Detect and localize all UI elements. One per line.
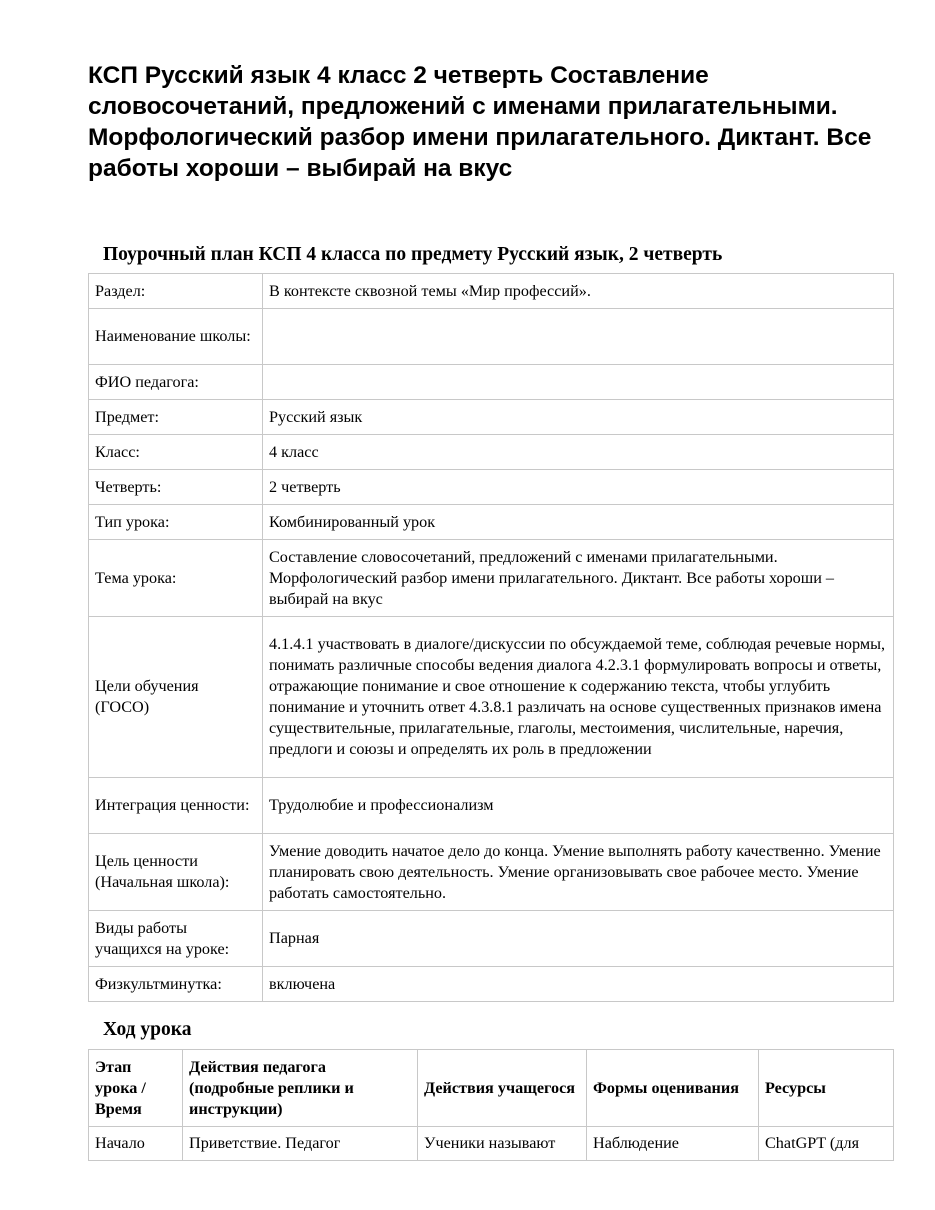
table-row	[89, 834, 894, 911]
table-row	[89, 400, 894, 435]
row-label-teacher: ФИО педагога:	[89, 365, 263, 400]
row-label-exercise-break: Физкультминутка:	[89, 967, 263, 1002]
row-value-learning-goals: 4.1.4.1 участвовать в диалоге/дискуссии по обсуждаемой теме, соблюдая речевые нормы, понимать различные способы ведения диалога 4.2.3.1 формулировать вопросы и ответы, отражающие понимание и свое отношение к содержанию текста, чтобы углубить понимание и уточнить ответ 4.3.8.1 различать на основе существенных признаков имена существительные, прилагательные, глаголы, местоимения, числительные, наречия, предлоги и союзы и определять их роль в предложении	[263, 617, 894, 778]
row-label-grade: Класс:	[89, 435, 263, 470]
cell-resources: ChatGPT (для	[759, 1127, 894, 1161]
table-row	[89, 435, 894, 470]
row-value-teacher	[263, 365, 894, 400]
row-label-section: Раздел:	[89, 274, 263, 309]
column-header-teacher-actions: Действия педагога (подробные реплики и инструкции)	[183, 1050, 418, 1127]
course-heading: Ход урока	[103, 1019, 192, 1040]
lesson-info-table	[88, 273, 894, 1002]
column-header-assessment: Формы оценивания	[587, 1050, 759, 1127]
column-header-stage: Этап урока / Время	[89, 1050, 183, 1127]
row-label-school: Наименование школы:	[89, 309, 263, 365]
lesson-course-table	[88, 1049, 894, 1161]
table-row	[89, 617, 894, 778]
table-row	[89, 967, 894, 1002]
page-title: КСП Русский язык 4 класс 2 четверть Составление словосочетаний, предложений с именами прилагательными. Морфологический разбор имени прилагательного. Диктант. Все работы хороши – выбирай на вкус	[88, 62, 872, 182]
row-label-value-goal: Цель ценности (Начальная школа):	[89, 834, 263, 911]
table-row	[89, 778, 894, 834]
row-label-lesson-type: Тип урока:	[89, 505, 263, 540]
table-row	[89, 365, 894, 400]
row-value-quarter: 2 четверть	[263, 470, 894, 505]
cell-teacher-actions: Приветствие. Педагог	[183, 1127, 418, 1161]
table-row	[89, 309, 894, 365]
row-label-lesson-topic: Тема урока:	[89, 540, 263, 617]
row-value-section: В контексте сквозной темы «Мир профессий».	[263, 274, 894, 309]
table-row	[89, 1127, 894, 1161]
row-value-exercise-break: включена	[263, 967, 894, 1002]
row-value-lesson-topic: Составление словосочетаний, предложений с именами прилагательными. Морфологический разбор имени прилагательного. Диктант. Все работы хороши – выбирай на вкус	[263, 540, 894, 617]
table-row	[89, 505, 894, 540]
table-row	[89, 470, 894, 505]
table-row	[89, 274, 894, 309]
row-label-quarter: Четверть:	[89, 470, 263, 505]
plan-heading: Поурочный план КСП 4 класса по предмету Русский язык, 2 четверть	[103, 244, 723, 265]
row-value-lesson-type: Комбинированный урок	[263, 505, 894, 540]
table-row	[89, 540, 894, 617]
row-value-subject: Русский язык	[263, 400, 894, 435]
column-header-student-actions: Действия учащегося	[418, 1050, 587, 1127]
row-value-value-integration: Трудолюбие и профессионализм	[263, 778, 894, 834]
row-value-value-goal: Умение доводить начатое дело до конца. Умение выполнять работу качественно. Умение планировать свою деятельность. Умение организовывать свое рабочее место. Умение работать самостоятельно.	[263, 834, 894, 911]
row-label-work-types: Виды работы учащихся на уроке:	[89, 911, 263, 967]
row-label-learning-goals: Цели обучения (ГОСО)	[89, 617, 263, 778]
row-label-subject: Предмет:	[89, 400, 263, 435]
cell-student-actions: Ученики называют	[418, 1127, 587, 1161]
table-row	[89, 911, 894, 967]
cell-stage: Начало	[89, 1127, 183, 1161]
table-header-row	[89, 1050, 894, 1127]
row-value-school	[263, 309, 894, 365]
row-value-grade: 4 класс	[263, 435, 894, 470]
cell-assessment: Наблюдение	[587, 1127, 759, 1161]
row-label-value-integration: Интеграция ценности:	[89, 778, 263, 834]
column-header-resources: Ресурсы	[759, 1050, 894, 1127]
row-value-work-types: Парная	[263, 911, 894, 967]
